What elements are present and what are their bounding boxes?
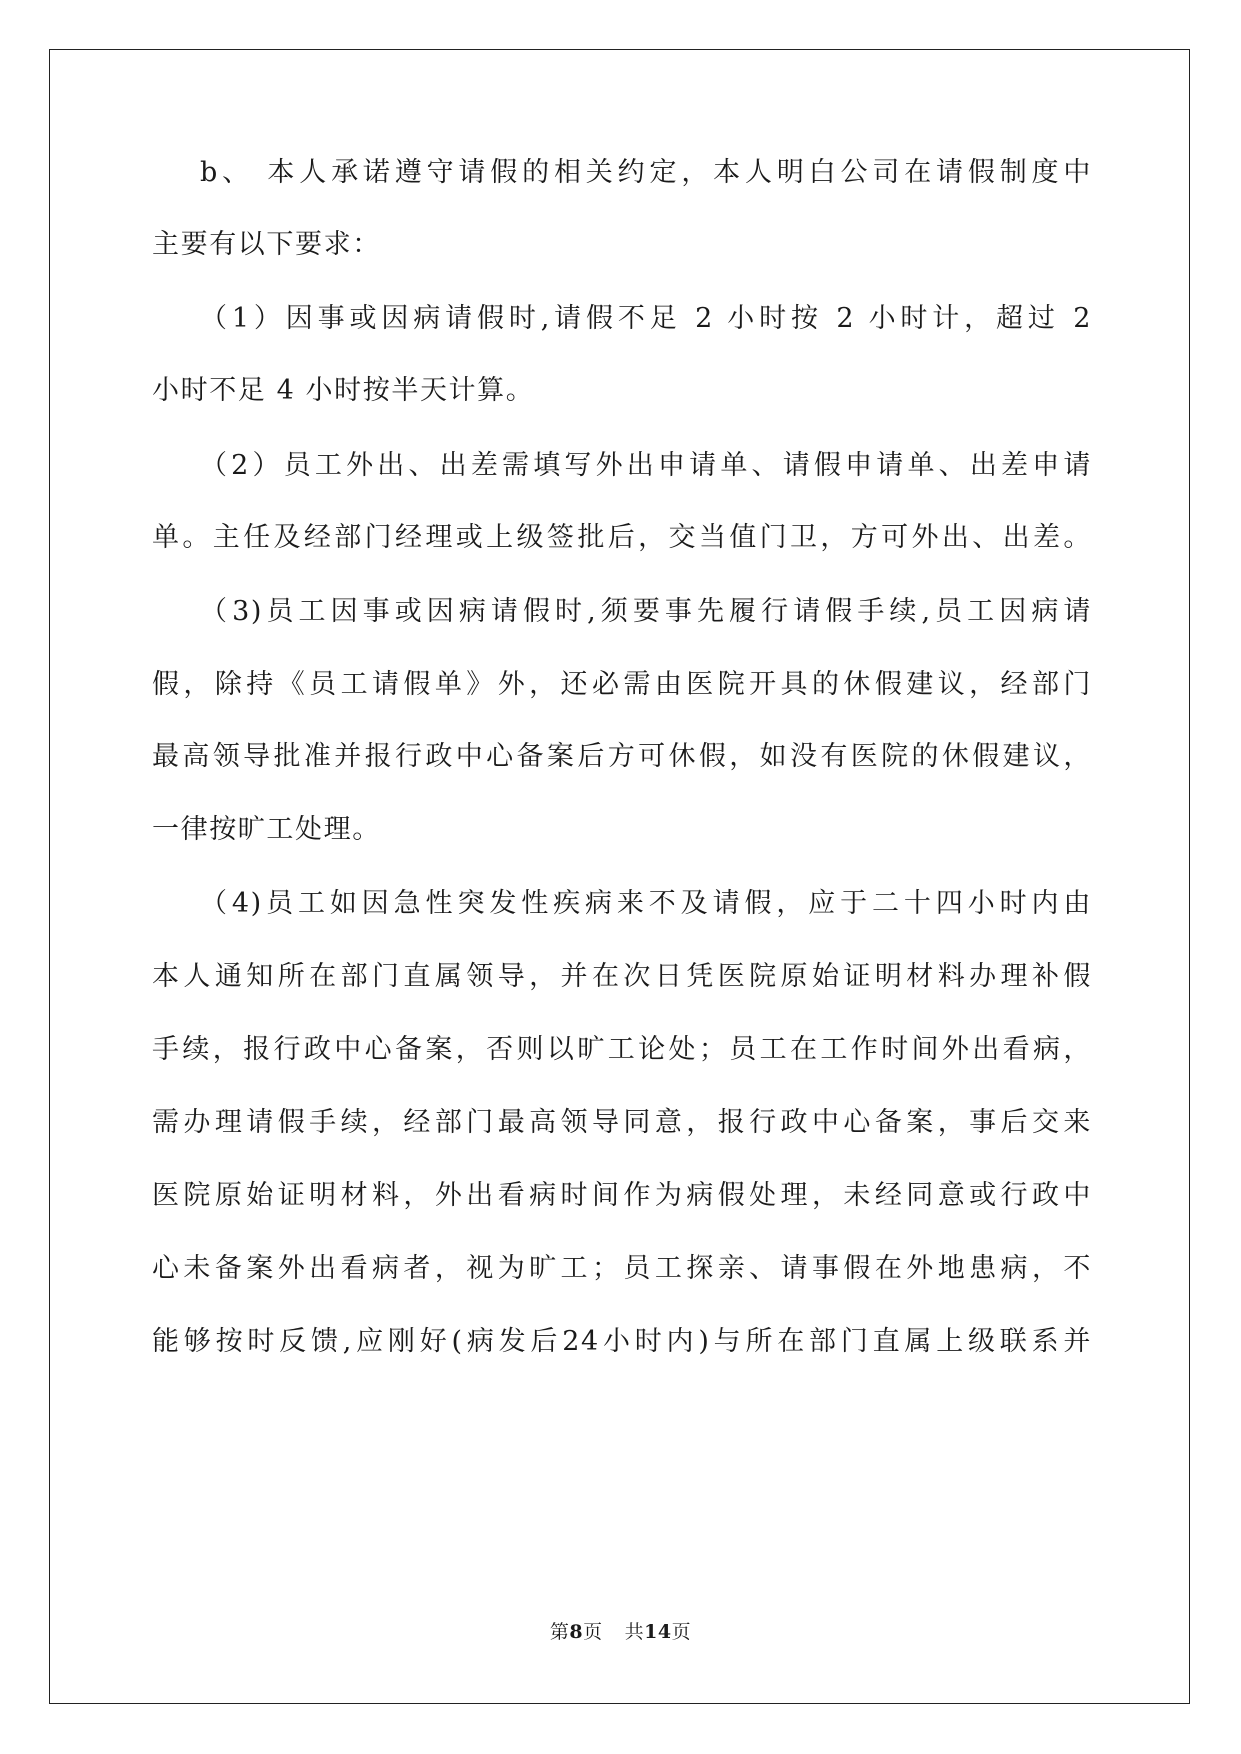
text-line: 假，除持《员工请假单》外，还必需由医院开具的休假建议，经部门 xyxy=(152,669,1092,700)
footer-page-current: 8 xyxy=(569,1621,584,1643)
text-line: 医院原始证明材料，外出看病时间作为病假处理，未经同意或行政中 xyxy=(152,1180,1092,1211)
footer-total-prefix: 共 xyxy=(624,1621,645,1643)
text-line: 单。主任及经部门经理或上级签批后，交当值门卫，方可外出、出差。 xyxy=(152,522,1092,553)
text-line: 最高领导批准并报行政中心备案后方可休假，如没有医院的休假建议， xyxy=(152,741,1092,772)
text-line: （3)员工因事或因病请假时,须要事先履行请假手续,员工因病请 xyxy=(200,596,1092,627)
text-line: （1）因事或因病请假时,请假不足 2 小时按 2 小时计，超过 2 xyxy=(200,303,1092,334)
text-line: 一律按旷工处理。 xyxy=(152,814,381,845)
text-line: 主要有以下要求： xyxy=(152,229,381,260)
page-border xyxy=(49,49,1190,1704)
text-line: 需办理请假手续，经部门最高领导同意，报行政中心备案，事后交来 xyxy=(152,1107,1092,1138)
text-line: （4)员工如因急性突发性疾病来不及请假，应于二十四小时内由 xyxy=(200,888,1092,919)
text-line: 心未备案外出看病者，视为旷工；员工探亲、请事假在外地患病，不 xyxy=(152,1253,1092,1284)
text-line: b、 本人承诺遵守请假的相关约定，本人明白公司在请假制度中 xyxy=(200,157,1092,188)
page-number-footer xyxy=(0,1621,1241,1643)
footer-page-prefix: 第 xyxy=(549,1621,570,1643)
text-line: （2）员工外出、出差需填写外出申请单、请假申请单、出差申请 xyxy=(200,450,1092,481)
footer-page-total: 14 xyxy=(644,1621,672,1643)
footer-page-mid: 页 xyxy=(583,1621,603,1643)
text-line: 小时不足 4 小时按半天计算。 xyxy=(152,375,535,406)
footer-total-suffix: 页 xyxy=(671,1621,692,1643)
text-line: 手续，报行政中心备案，否则以旷工论处；员工在工作时间外出看病， xyxy=(152,1034,1092,1065)
text-line: 本人通知所在部门直属领导，并在次日凭医院原始证明材料办理补假 xyxy=(152,961,1092,992)
text-line: 能够按时反馈,应刚好(病发后24小时内)与所在部门直属上级联系并 xyxy=(152,1326,1092,1357)
